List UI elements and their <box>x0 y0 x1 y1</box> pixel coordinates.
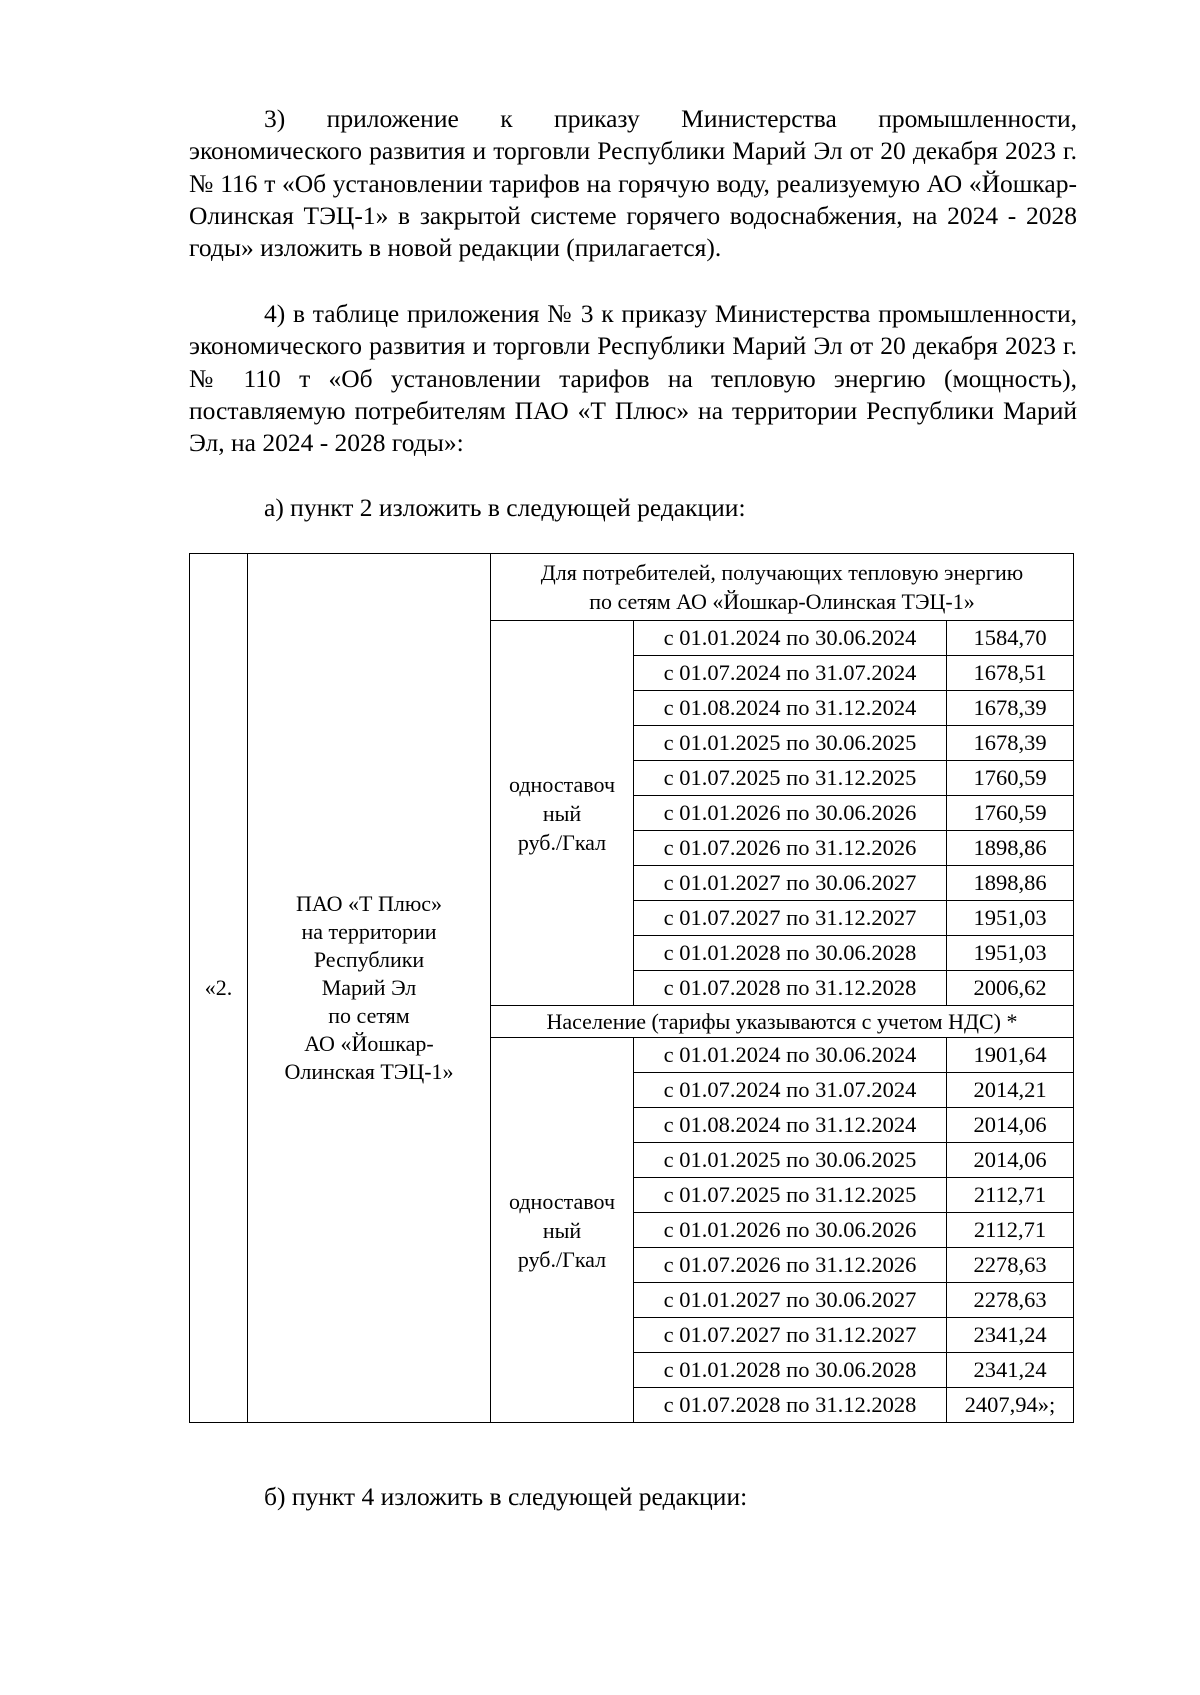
tariff-value-cell: 1678,39 <box>947 726 1074 761</box>
period-cell: с 01.01.2024 по 30.06.2024 <box>634 1038 947 1073</box>
tariff-value-cell: 1951,03 <box>947 901 1074 936</box>
paragraph-subitem-b: б) пункт 4 изложить в следующей редакции: <box>264 1482 748 1511</box>
organization-line: ПАО «Т Плюс» <box>295 891 443 916</box>
tariff-value-cell: 1901,64 <box>947 1038 1074 1073</box>
period-cell: с 01.01.2027 по 30.06.2027 <box>634 866 947 901</box>
tariff-type-line: одноставоч <box>508 771 616 797</box>
organization-line: Олинская ТЭЦ-1» <box>284 1059 454 1084</box>
tariff-value-cell: 1898,86 <box>947 866 1074 901</box>
tariff-type-cell <box>491 621 634 1006</box>
period-cell: с 01.08.2024 по 31.12.2024 <box>634 1108 947 1143</box>
organization-line: АО «Йошкар- <box>304 1031 434 1056</box>
row-number-cell: «2. <box>190 554 248 1423</box>
section-header <box>491 554 1074 621</box>
tariff-type-cell <box>491 1038 634 1423</box>
period-cell: с 01.07.2024 по 31.07.2024 <box>634 1073 947 1108</box>
tariff-value-cell: 2112,71 <box>947 1213 1074 1248</box>
organization-line: по сетям <box>328 1003 410 1028</box>
period-cell: с 01.01.2028 по 30.06.2028 <box>634 1353 947 1388</box>
tariff-type-line: одноставоч <box>508 1188 616 1214</box>
tariff-type-line: ный <box>542 800 582 826</box>
organization-cell <box>248 554 491 1423</box>
section-header-line: Для потребителей, получающих тепловую энергию <box>540 560 1024 585</box>
period-cell: с 01.01.2024 по 30.06.2024 <box>634 621 947 656</box>
tariff-value-cell: 2407,94»; <box>947 1388 1074 1423</box>
period-cell: с 01.08.2024 по 31.12.2024 <box>634 691 947 726</box>
tariff-value-cell: 2278,63 <box>947 1283 1074 1318</box>
period-cell: с 01.07.2027 по 31.12.2027 <box>634 901 947 936</box>
period-cell: с 01.07.2028 по 31.12.2028 <box>634 971 947 1006</box>
period-cell: с 01.07.2025 по 31.12.2025 <box>634 761 947 796</box>
period-cell: с 01.01.2025 по 30.06.2025 <box>634 726 947 761</box>
tariff-value-cell: 1678,51 <box>947 656 1074 691</box>
organization-line: Республики <box>313 947 425 972</box>
tariff-value-cell: 2341,24 <box>947 1318 1074 1353</box>
organization-line: Марий Эл <box>321 975 417 1000</box>
paragraph-subitem-a: а) пункт 2 изложить в следующей редакции: <box>264 493 746 522</box>
section-header <box>491 1006 1074 1038</box>
tariff-type-line: руб./Гкал <box>517 1246 607 1272</box>
paragraph-item-4: 4) в таблице приложения № 3 к приказу Министерства промышленности, экономического развития и торговли Республики Марий Эл от 20 декабря 2023 г. № 110 т «Об установлении тарифов на тепловую энергию (мощность), поставляемую потребителям ПАО «Т Плюс» на территории Республики Марий Эл, на 2024 - 2028 годы»: <box>189 299 1077 458</box>
organization-line: на территории <box>301 919 437 944</box>
period-cell: с 01.07.2027 по 31.12.2027 <box>634 1318 947 1353</box>
period-cell: с 01.01.2027 по 30.06.2027 <box>634 1283 947 1318</box>
paragraph-item-3: 3) приложение к приказу Министерства промышленности, экономического развития и торговли Республики Марий Эл от 20 декабря 2023 г. № 116 т «Об установлении тарифов на горячую воду, реализуемую АО «Йошкар-Олинская ТЭЦ-1» в закрытой системе горячего водоснабжения, на 2024 - 2028 годы» изложить в новой редакции (прилагается). <box>189 104 1077 263</box>
section-header-line: по сетям АО «Йошкар-Олинская ТЭЦ-1» <box>589 589 975 614</box>
tariff-value-cell: 2278,63 <box>947 1248 1074 1283</box>
tariff-value-cell: 2112,71 <box>947 1178 1074 1213</box>
tariff-value-cell: 1678,39 <box>947 691 1074 726</box>
tariff-value-cell: 1951,03 <box>947 936 1074 971</box>
tariff-value-cell: 1584,70 <box>947 621 1074 656</box>
tariff-value-cell: 2014,06 <box>947 1143 1074 1178</box>
tariff-value-cell: 2006,62 <box>947 971 1074 1006</box>
tariff-value-cell: 2014,21 <box>947 1073 1074 1108</box>
tariff-value-cell: 2341,24 <box>947 1353 1074 1388</box>
period-cell: с 01.07.2028 по 31.12.2028 <box>634 1388 947 1423</box>
tariff-type-line: ный <box>542 1217 582 1243</box>
period-cell: с 01.07.2026 по 31.12.2026 <box>634 831 947 866</box>
section-header-line: Население (тарифы указываются с учетом НДС) * <box>546 1009 1018 1034</box>
tariff-table <box>189 553 1074 1423</box>
period-cell: с 01.07.2026 по 31.12.2026 <box>634 1248 947 1283</box>
tariff-value-cell: 1760,59 <box>947 796 1074 831</box>
tariff-value-cell: 2014,06 <box>947 1108 1074 1143</box>
period-cell: с 01.01.2026 по 30.06.2026 <box>634 796 947 831</box>
period-cell: с 01.01.2026 по 30.06.2026 <box>634 1213 947 1248</box>
period-cell: с 01.07.2024 по 31.07.2024 <box>634 656 947 691</box>
tariff-value-cell: 1898,86 <box>947 831 1074 866</box>
period-cell: с 01.01.2028 по 30.06.2028 <box>634 936 947 971</box>
tariff-type-line: руб./Гкал <box>517 829 607 855</box>
period-cell: с 01.07.2025 по 31.12.2025 <box>634 1178 947 1213</box>
period-cell: с 01.01.2025 по 30.06.2025 <box>634 1143 947 1178</box>
tariff-value-cell: 1760,59 <box>947 761 1074 796</box>
